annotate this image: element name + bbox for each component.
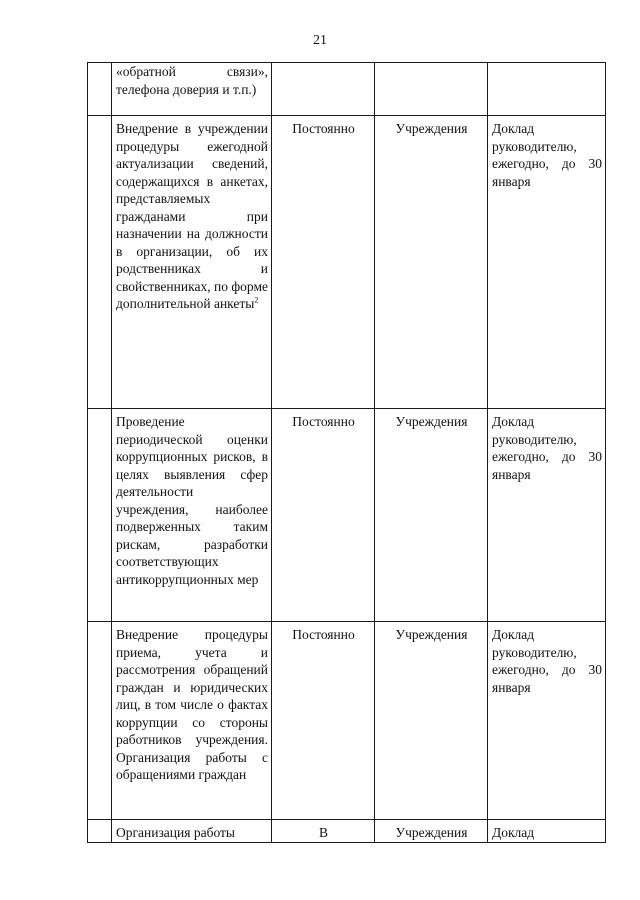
table-row [88, 63, 606, 116]
term-cell: Постоянно [272, 409, 375, 622]
term-cell: Постоянно [272, 116, 375, 409]
responsible-cell: Учреждения [375, 622, 488, 820]
footnote-marker: 2 [254, 295, 259, 305]
term-cell: Постоянно [272, 622, 375, 820]
row-number-cell [88, 63, 112, 116]
action-text: Проведение периодической оценки коррупционных рисков, в целях выявления сфер деятельности учреждения, наиболее подверженных таким рискам, разработки соответствующих антикоррупционных мер [116, 414, 268, 587]
report-cell: Доклад руководителю, ежегодно, до 30 января [488, 622, 606, 820]
row-number-cell [88, 820, 112, 843]
measures-table [87, 62, 606, 843]
action-cell [112, 622, 272, 820]
page-number: 21 [313, 33, 327, 48]
row-number-cell [88, 409, 112, 622]
responsible-cell [375, 63, 488, 116]
action-cell [112, 63, 272, 116]
row-number-cell [88, 622, 112, 820]
row-number-cell [88, 116, 112, 409]
responsible-cell: Учреждения [375, 409, 488, 622]
report-cell [488, 63, 606, 116]
table-row [88, 116, 606, 409]
table-row [88, 622, 606, 820]
action-cell [112, 116, 272, 409]
action-cell [112, 409, 272, 622]
report-cell: Доклад руководителю, ежегодно, до 30 января [488, 116, 606, 409]
responsible-cell: Учреждения [375, 116, 488, 409]
action-cell [112, 820, 272, 843]
action-text: Внедрение процедуры приема, учета и рассмотрения обращений граждан и юридических лиц, в том числе о фактах коррупции со стороны работников учреждения. Организация работы с обращениями граждан [116, 627, 268, 782]
action-text: «обратной связи», телефона доверия и т.п.) [116, 64, 268, 97]
table-row [88, 820, 606, 843]
term-cell: В [272, 820, 375, 843]
action-text: Организация работы [116, 825, 235, 840]
responsible-cell: Учреждения [375, 820, 488, 843]
table-row [88, 409, 606, 622]
term-cell [272, 63, 375, 116]
action-text: Внедрение в учреждении процедуры ежегодной актуализации сведений, содержащихся в анкетах, представляемых гражданами при назначении на должности в организации, об их родственниках и свойственниках, по форме дополнительной анкеты [116, 121, 268, 311]
report-cell: Доклад [488, 820, 606, 843]
report-cell: Доклад руководителю, ежегодно, до 30 января [488, 409, 606, 622]
